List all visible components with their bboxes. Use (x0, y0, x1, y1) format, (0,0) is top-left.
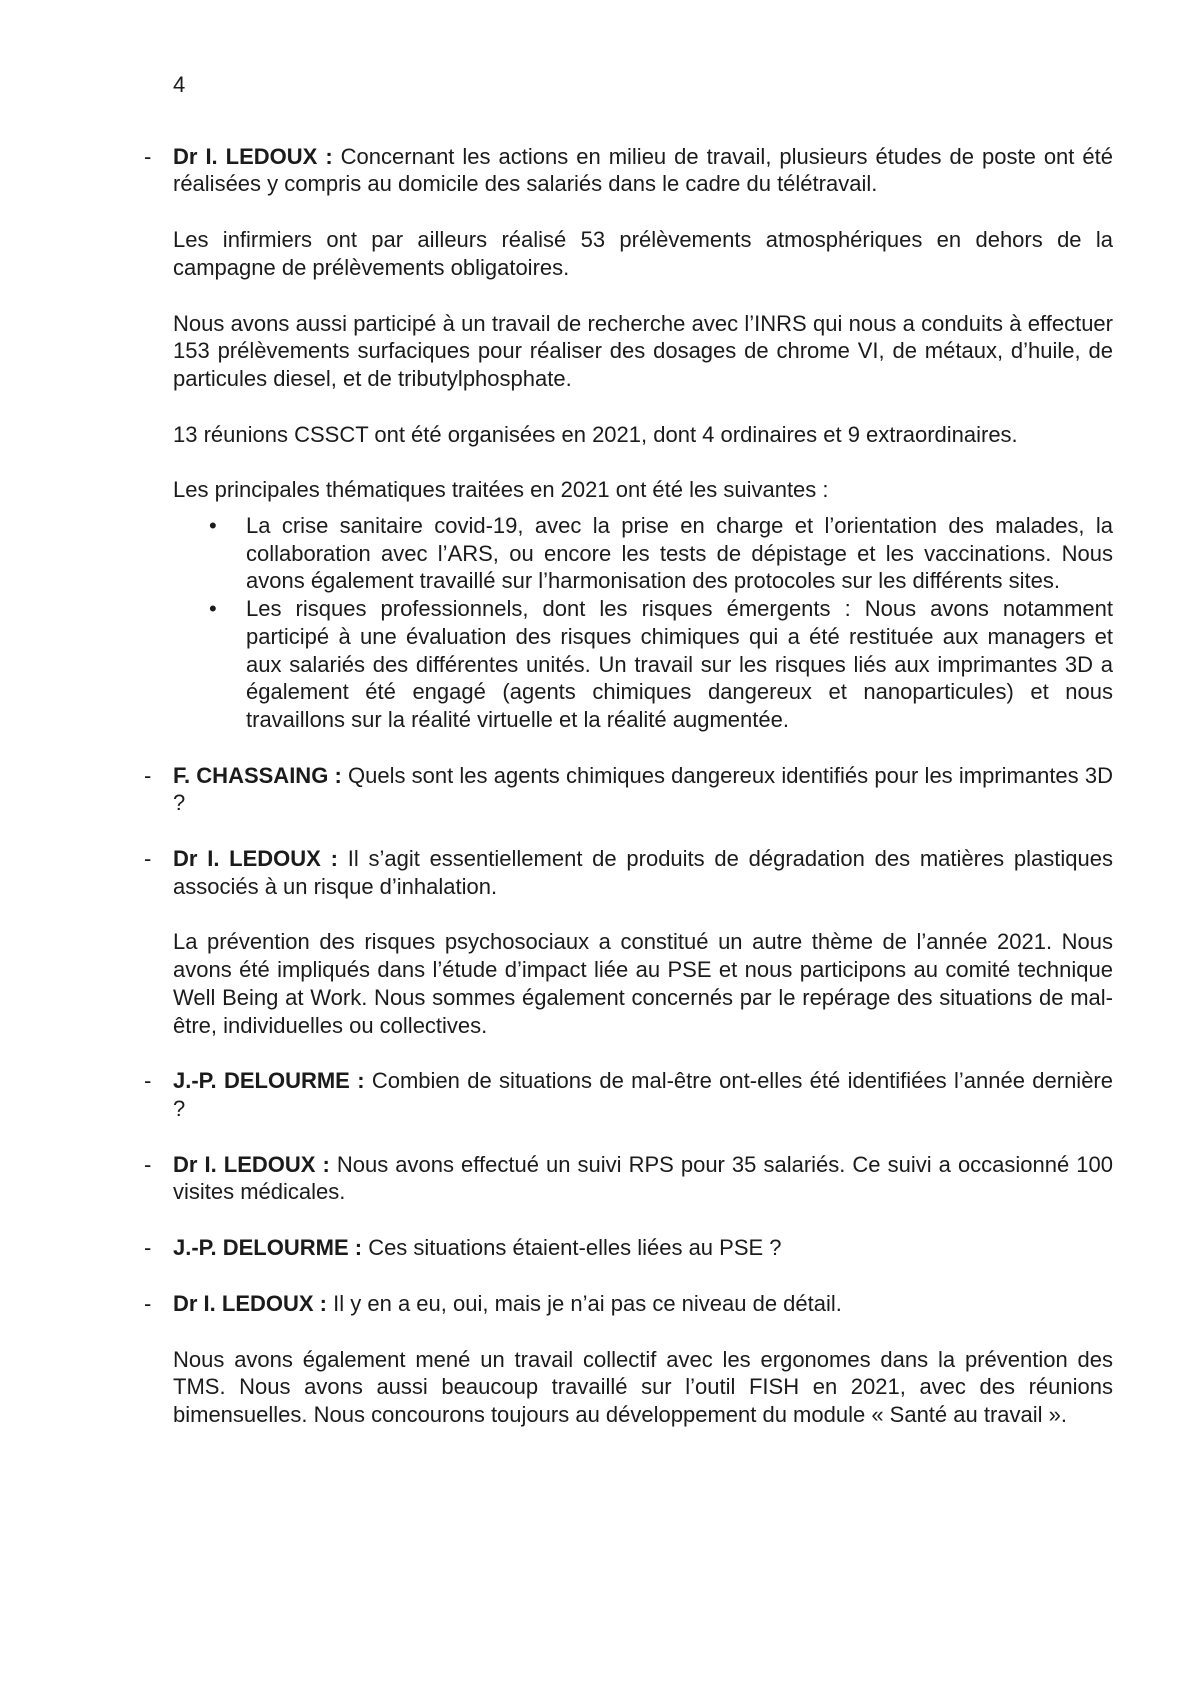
bullet-marker-icon: • (209, 596, 217, 622)
turn-text: Concernant les actions en milieu de travail, plusieurs études de poste ont été réalisées y compris au domicile des salariés dans le cadre du télétravail. (173, 143, 1113, 197)
turn-text: Ces situations étaient-elles liées au PSE ? (368, 1235, 782, 1261)
speaker-name: J.-P. DELOURME : (173, 1068, 365, 1094)
paragraph: La prévention des risques psychosociaux a constitué un autre thème de l’année 2021. Nous avons été impliqués dans l’étude d’impact liée au PSE et nous participons au comité technique Well Being at Work. Nous sommes également concernés par le repérage des situations de mal-être, individuelles ou collectives. (173, 929, 1113, 1038)
speaker-name: Dr I. LEDOUX : (173, 1151, 330, 1177)
bullet-text: Les risques professionnels, dont les risques émergents : Nous avons notamment participé à une évaluation des risques chimiques qui a été restituée aux managers et aux salariés des différentes unités. Un travail sur les risques liés aux imprimantes 3D a également été engagé (agents chimiques dangereux et nanoparticules) et nous travaillons sur la réalité virtuelle et la réalité augmentée. (246, 596, 1113, 732)
speaker-name: J.-P. DELOURME : (173, 1235, 363, 1261)
turn-text: Il y en a eu, oui, mais je n’ai pas ce niveau de détail. (333, 1290, 842, 1316)
speaker-name: Dr I. LEDOUX : (173, 1290, 328, 1316)
dialogue-turn (144, 1151, 1113, 1206)
dialogue-turn (144, 845, 1113, 900)
bullet-marker-icon: • (209, 513, 217, 539)
turn-text: Il s’agit essentiellement de produits de dégradation des matières plastiques associés à un risque d’inhalation. (173, 846, 1113, 899)
paragraph: 13 réunions CSSCT ont été organisées en 2021, dont 4 ordinaires et 9 extraordinaires. (173, 421, 1018, 447)
dash-marker: - (144, 1235, 152, 1261)
dialogue-turn (144, 1290, 1113, 1318)
paragraph: Nous avons aussi participé à un travail de recherche avec l’INRS qui nous a conduits à effectuer 153 prélèvements surfaciques pour réaliser des dosages de chrome VI, de métaux, d’huile, de particules diesel, et de tributylphosphate. (173, 310, 1113, 391)
paragraph: Les principales thématiques traitées en 2021 ont été les suivantes : (173, 477, 829, 503)
bullet-item (173, 595, 1113, 734)
dash-marker: - (144, 762, 152, 788)
turn-text: Nous avons effectué un suivi RPS pour 35 salariés. Ce suivi a occasionné 100 visites médicales. (173, 1151, 1113, 1205)
dash-marker: - (144, 143, 152, 169)
dash-marker: - (144, 1068, 152, 1094)
dialogue-turn (144, 1234, 1113, 1262)
speaker-name: Dr I. LEDOUX : (173, 143, 333, 169)
page-number: 4 (173, 72, 186, 97)
bullet-list (173, 512, 1113, 734)
bullet-item (173, 512, 1113, 595)
dialogue-turn (144, 143, 1113, 198)
speaker-name: Dr I. LEDOUX : (173, 846, 338, 872)
speaker-name: F. CHASSAING : (173, 762, 342, 788)
content (144, 143, 1113, 1429)
paragraph: Les infirmiers ont par ailleurs réalisé 53 prélèvements atmosphériques en dehors de la campagne de prélèvements obligatoires. (173, 227, 1113, 280)
dialogue-turn (144, 762, 1113, 817)
paragraph: Nous avons également mené un travail collectif avec les ergonomes dans la prévention des TMS. Nous avons aussi beaucoup travaillé sur l’outil FISH en 2021, avec des réunions bimensuelles. Nous concourons toujours au développement du module « Santé au travail ». (173, 1346, 1113, 1427)
dialogue-turn (144, 1067, 1113, 1122)
dash-marker: - (144, 1151, 152, 1177)
dash-marker: - (144, 846, 152, 872)
bullet-text: La crise sanitaire covid-19, avec la prise en charge et l’orientation des malades, la collaboration avec l’ARS, ou encore les tests de dépistage et les vaccinations. Nous avons également travaillé sur l’harmonisation des protocoles sur les différents sites. (246, 513, 1113, 594)
turn-text: Quels sont les agents chimiques dangereux identifiés pour les imprimantes 3D ? (173, 762, 1113, 816)
dash-marker: - (144, 1290, 152, 1316)
turn-text: Combien de situations de mal-être ont-elles été identifiées l’année dernière ? (173, 1068, 1113, 1121)
